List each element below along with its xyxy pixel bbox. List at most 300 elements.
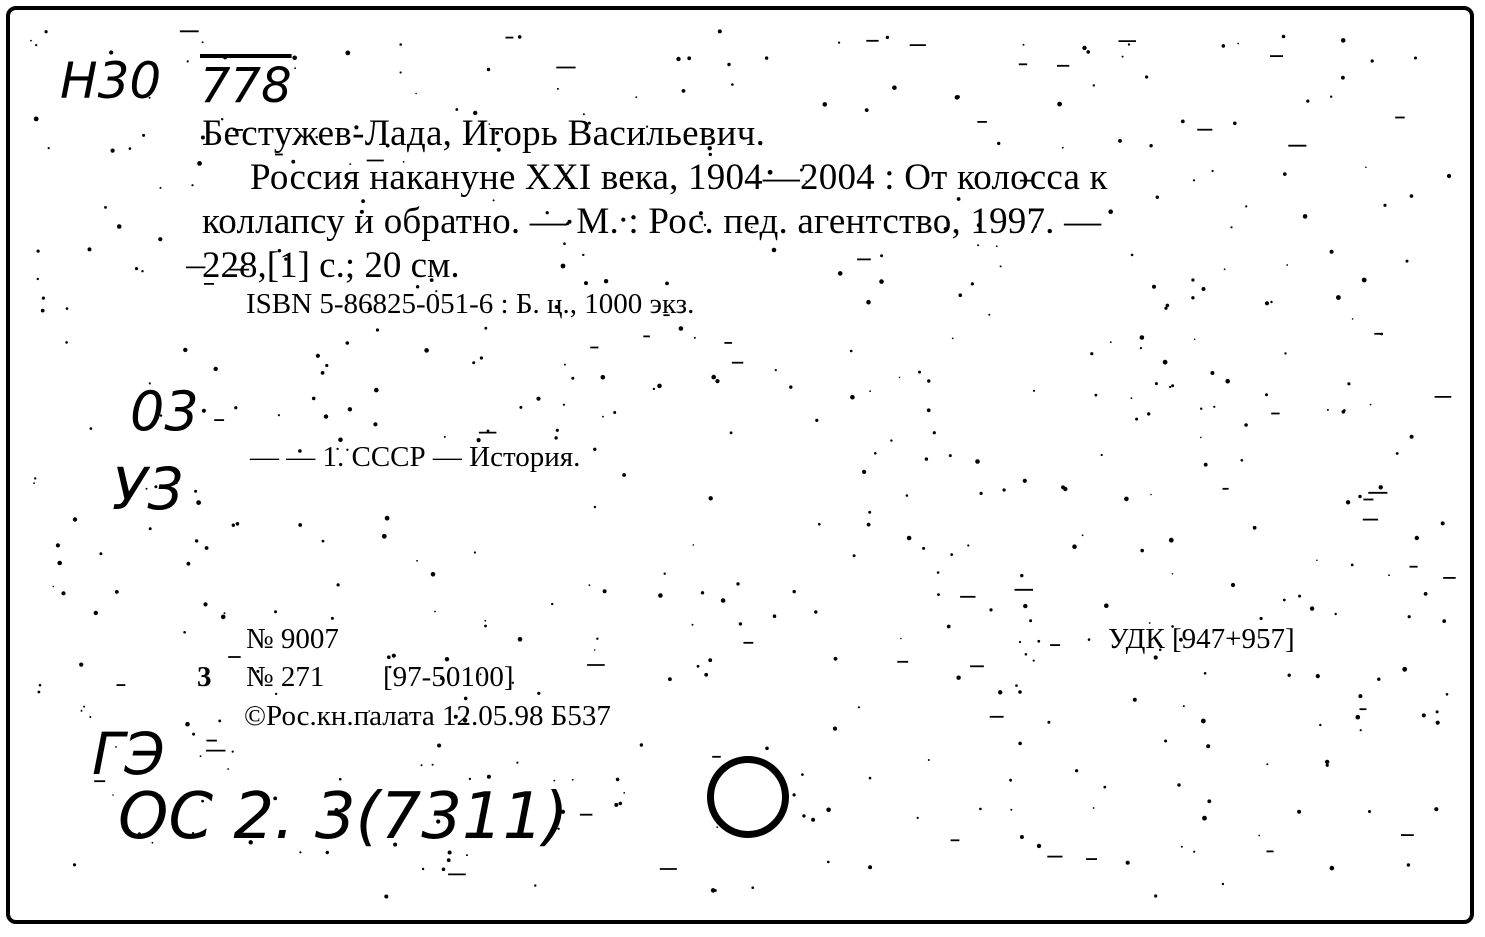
- speckle: [197, 161, 202, 166]
- speckle: [1181, 120, 1185, 124]
- speckle: [373, 422, 377, 426]
- speckle: [818, 523, 821, 526]
- speckle: [45, 30, 48, 33]
- speckle: [1131, 397, 1133, 399]
- speckle: [518, 637, 523, 642]
- speckle: [537, 692, 540, 695]
- speckle: [1410, 435, 1414, 439]
- speckle: [1406, 260, 1409, 263]
- speckle: [998, 690, 1002, 694]
- speckle: [1306, 100, 1309, 103]
- speckle: [793, 590, 796, 593]
- speckle: [739, 622, 742, 625]
- speckle: [711, 375, 716, 380]
- speckle: [1009, 779, 1012, 782]
- speckle: [1241, 459, 1244, 462]
- speckle: [94, 611, 98, 615]
- speckle: [899, 377, 901, 379]
- speckle: [432, 764, 434, 766]
- speckle: [81, 710, 83, 712]
- speckle: [892, 85, 897, 90]
- speckle: [584, 281, 588, 285]
- speckle: [967, 544, 969, 546]
- speckle: [1047, 721, 1050, 724]
- speckle: [687, 56, 691, 60]
- speckle: [1377, 678, 1380, 681]
- speckle: [1244, 423, 1248, 427]
- speckle: [1149, 144, 1152, 147]
- speckle: [321, 371, 325, 375]
- speckle: [431, 572, 436, 577]
- speckle: [322, 540, 325, 543]
- speckle: [718, 29, 722, 33]
- speckle: [572, 779, 574, 781]
- title-line-1: Россия накануне XXI века, 1904—2004 : От колосса к: [250, 157, 1108, 198]
- speckle: [1124, 497, 1129, 502]
- speckle: [635, 96, 637, 98]
- speckle: [41, 309, 45, 313]
- speckle: [447, 858, 451, 862]
- speckle: [715, 379, 719, 383]
- speckle: [232, 751, 234, 753]
- speckle: [83, 706, 85, 708]
- speckle: [422, 868, 424, 870]
- speckle: [727, 63, 730, 66]
- speckle: [927, 379, 930, 382]
- speckle: [1191, 296, 1194, 299]
- speckle: [1122, 56, 1124, 58]
- speckle: [1075, 769, 1078, 772]
- speckle: [1103, 786, 1106, 789]
- speckle: [1193, 851, 1195, 853]
- speckle: [971, 282, 974, 285]
- speckle: [900, 638, 902, 640]
- speckle: [866, 300, 871, 305]
- speckle: [933, 431, 936, 434]
- speckle: [928, 759, 930, 761]
- speckle: [1358, 495, 1361, 498]
- speckle: [187, 562, 191, 566]
- speckle: [1253, 526, 1257, 530]
- speckle: [867, 523, 871, 527]
- speckle: [619, 802, 623, 806]
- speckle: [1194, 339, 1196, 341]
- speckle: [1169, 538, 1174, 543]
- speckle: [956, 676, 960, 680]
- speckle: [487, 68, 490, 71]
- speckle: [980, 492, 983, 495]
- speckle: [519, 406, 522, 409]
- speckle: [1347, 382, 1350, 385]
- speckle: [236, 522, 240, 526]
- speckle: [996, 245, 998, 247]
- speckle: [1368, 810, 1371, 813]
- speckle: [827, 861, 830, 864]
- speckle: [773, 614, 777, 618]
- speckle: [294, 67, 296, 69]
- speckle: [1018, 742, 1022, 746]
- speckle: [1126, 861, 1130, 865]
- speckle: [554, 436, 557, 439]
- speckle: [1283, 172, 1287, 176]
- speckle: [1108, 209, 1113, 214]
- speckle: [38, 691, 41, 694]
- speckle: [1025, 653, 1028, 656]
- speckle: [73, 517, 77, 521]
- speckle: [868, 511, 871, 514]
- speckle: [1166, 304, 1170, 308]
- speckle: [1230, 226, 1232, 228]
- speckle: [416, 560, 418, 562]
- speckle: [1169, 386, 1171, 388]
- speckle: [1093, 807, 1095, 809]
- speckle: [1282, 35, 1286, 39]
- speckle: [1326, 764, 1329, 767]
- speckle: [187, 60, 189, 62]
- speckle: [90, 427, 93, 430]
- speckle: [142, 134, 145, 137]
- speckle: [218, 720, 221, 723]
- speckle: [918, 371, 921, 374]
- speckle: [1020, 574, 1023, 577]
- speckle: [1023, 44, 1025, 46]
- speckle: [551, 603, 553, 605]
- speckle: [704, 673, 708, 677]
- speckle: [1063, 487, 1067, 491]
- speckle: [1093, 84, 1095, 86]
- card-punch-hole: [707, 756, 789, 838]
- speckle: [937, 593, 940, 596]
- speckle: [1341, 38, 1346, 43]
- speckle: [979, 808, 982, 811]
- speckle: [676, 57, 680, 61]
- speckle: [802, 814, 805, 817]
- speckle: [117, 224, 122, 229]
- speckle: [622, 473, 626, 477]
- speckle: [1351, 564, 1354, 567]
- speckle: [596, 638, 598, 640]
- speckle: [1360, 729, 1362, 731]
- speckle: [1163, 360, 1168, 365]
- speckle: [890, 439, 892, 441]
- speckle: [1284, 352, 1286, 354]
- speckle: [348, 407, 352, 411]
- speckle: [1090, 352, 1093, 355]
- speckle: [1266, 763, 1268, 765]
- speckle: [858, 706, 860, 708]
- speckle: [657, 384, 662, 389]
- speckle: [316, 354, 320, 358]
- speckle: [278, 414, 280, 416]
- speckle: [1297, 810, 1301, 814]
- speckle: [466, 854, 468, 856]
- speckle: [224, 612, 226, 614]
- speckle: [421, 764, 423, 766]
- speckle: [604, 279, 608, 283]
- speckle: [1402, 667, 1407, 672]
- speckle: [594, 649, 596, 651]
- speckle: [988, 314, 990, 316]
- speckle: [65, 341, 68, 344]
- speckle: [1156, 196, 1159, 199]
- title-line-3: 228,[1] с.; 20 см.: [202, 245, 460, 286]
- speckle: [1260, 617, 1263, 620]
- handwritten-call-number-2: 778: [200, 58, 292, 114]
- speckle: [616, 778, 620, 782]
- handwritten-call-number: Н30: [60, 52, 162, 110]
- speckle: [227, 768, 229, 770]
- speckle: [1140, 347, 1142, 349]
- speckle: [374, 388, 379, 393]
- speckle: [160, 187, 162, 189]
- speckle: [708, 658, 712, 662]
- speckle: [1200, 437, 1202, 439]
- speckle: [141, 270, 143, 272]
- speckle: [653, 388, 655, 390]
- speckle: [716, 826, 718, 828]
- speckle: [1358, 694, 1362, 698]
- speckle: [104, 206, 107, 209]
- speckle: [1033, 390, 1035, 392]
- speckle: [129, 147, 132, 150]
- speckle: [1346, 500, 1350, 504]
- speckle: [89, 716, 91, 718]
- speckle: [1436, 721, 1440, 725]
- speckle: [385, 516, 390, 521]
- speckle: [869, 390, 871, 392]
- speckle: [57, 561, 62, 566]
- speckle: [484, 620, 486, 622]
- speckle: [1447, 174, 1451, 178]
- speckle: [679, 326, 684, 331]
- speckle: [874, 452, 877, 455]
- speckle: [1330, 866, 1335, 871]
- speckle: [1316, 674, 1320, 678]
- speckle: [614, 803, 618, 807]
- speckle: [668, 677, 672, 681]
- speckle: [192, 733, 195, 736]
- speckle: [701, 591, 704, 594]
- speckle: [158, 237, 162, 241]
- speckle: [1388, 574, 1390, 576]
- speckle: [1436, 710, 1439, 713]
- speckle: [194, 490, 197, 493]
- speckle: [337, 583, 340, 586]
- speckle: [1207, 799, 1211, 803]
- speckle: [1222, 44, 1226, 48]
- speckle: [191, 184, 193, 186]
- speckle: [693, 544, 695, 546]
- handwritten-mark-oc: ОС 2. 3(7311): [118, 780, 569, 854]
- speckle: [384, 895, 388, 899]
- speckle: [149, 527, 152, 530]
- speckle: [1037, 844, 1041, 848]
- speckle: [99, 552, 102, 555]
- speckle: [480, 356, 483, 359]
- speckle: [1206, 744, 1210, 748]
- speckle: [1086, 50, 1090, 54]
- speckle: [195, 539, 198, 542]
- speckle: [709, 496, 713, 500]
- speckle: [115, 590, 119, 594]
- speckle: [34, 477, 36, 479]
- speckle: [437, 744, 441, 748]
- speckle: [1095, 394, 1098, 397]
- speckle: [298, 523, 302, 527]
- speckle: [1062, 147, 1064, 149]
- speckle: [561, 264, 566, 269]
- speckle: [399, 43, 402, 46]
- speckle: [487, 775, 491, 779]
- speckle: [714, 889, 717, 892]
- speckle: [977, 244, 979, 246]
- speckle: [376, 328, 379, 331]
- speckle: [1171, 384, 1174, 387]
- speckle: [536, 397, 540, 401]
- speckle: [730, 431, 733, 434]
- speckle: [594, 506, 596, 508]
- speckle: [959, 293, 963, 297]
- speckle: [823, 102, 828, 107]
- speckle: [234, 406, 237, 409]
- speckle: [183, 348, 187, 352]
- subject-line: — — 1. СССР — История.: [250, 441, 581, 473]
- speckle: [1155, 382, 1158, 385]
- speckle: [793, 793, 796, 796]
- speckle: [1172, 573, 1174, 575]
- speckle: [1341, 76, 1345, 80]
- copy-marker: 3: [197, 661, 212, 693]
- speckle: [1330, 96, 1332, 98]
- speckle: [1310, 606, 1314, 610]
- speckle: [1057, 102, 1062, 107]
- speckle: [1010, 809, 1012, 811]
- speckle: [613, 411, 616, 414]
- speckle: [937, 571, 940, 574]
- speckle: [862, 470, 866, 474]
- speckle: [30, 40, 32, 42]
- speckle: [1365, 167, 1367, 169]
- code: [97-50100]: [383, 661, 514, 693]
- speckle: [1213, 406, 1215, 408]
- speckle: [42, 297, 45, 300]
- speckle: [1327, 409, 1329, 411]
- speckle: [202, 409, 206, 413]
- speckle: [736, 582, 739, 585]
- speckle: [1422, 713, 1426, 717]
- speckle: [1154, 894, 1157, 897]
- speckle: [1286, 264, 1288, 266]
- speckle: [185, 722, 190, 727]
- speckle: [765, 747, 769, 751]
- speckle: [1407, 863, 1410, 866]
- speckle: [563, 404, 565, 406]
- speckle: [1237, 43, 1239, 45]
- speckle: [484, 327, 487, 330]
- speckle: [1023, 604, 1027, 608]
- speckle: [392, 654, 396, 658]
- speckle: [1088, 638, 1091, 641]
- speckle: [682, 89, 686, 93]
- speckle: [556, 429, 559, 432]
- speckle: [1408, 615, 1411, 618]
- speckle: [516, 762, 518, 764]
- speckle: [1298, 595, 1301, 598]
- speckle: [833, 727, 837, 731]
- speckle: [1033, 660, 1035, 662]
- speckle: [1362, 278, 1367, 283]
- speckle: [1082, 46, 1086, 50]
- speckle: [853, 554, 856, 557]
- handwritten-mark-03: 03: [130, 380, 199, 443]
- speckle: [1003, 488, 1006, 491]
- speckle: [484, 625, 487, 628]
- speckle: [35, 44, 37, 46]
- speckle: [1110, 341, 1112, 343]
- speckle: [79, 663, 83, 667]
- speckle: [1410, 194, 1414, 198]
- speckle: [1258, 835, 1260, 837]
- speckle: [886, 36, 889, 39]
- speckle: [135, 267, 138, 270]
- speckle: [1202, 816, 1207, 821]
- speckle: [1101, 454, 1103, 456]
- speckle: [1204, 463, 1208, 467]
- speckle: [331, 617, 334, 620]
- speckle: [1370, 404, 1372, 406]
- speckle: [1193, 179, 1195, 181]
- speckle: [183, 631, 186, 634]
- speckle: [1181, 846, 1183, 848]
- speckle: [826, 808, 831, 813]
- speckle: [1288, 674, 1291, 677]
- number-9007: № 9007: [246, 623, 339, 655]
- speckle: [1356, 715, 1361, 720]
- speckle: [1204, 672, 1207, 675]
- speckle: [601, 375, 606, 380]
- speckle: [56, 543, 60, 547]
- speckle: [1225, 379, 1230, 384]
- speckle: [947, 625, 951, 629]
- speckle: [1424, 592, 1428, 596]
- speckle: [879, 279, 884, 284]
- speckle: [850, 350, 853, 353]
- speckle: [202, 41, 204, 43]
- speckle: [1082, 534, 1084, 536]
- speckle: [1383, 204, 1386, 207]
- speckle: [1019, 641, 1021, 643]
- speckle: [564, 364, 566, 366]
- speckle: [472, 361, 475, 364]
- speckle: [111, 149, 115, 153]
- speckle: [518, 35, 522, 39]
- speckle: [1270, 301, 1272, 303]
- speckle: [61, 591, 65, 595]
- speckle: [1023, 479, 1027, 483]
- speckle: [1330, 250, 1334, 254]
- number-271: № 271: [246, 661, 325, 693]
- speckle: [868, 865, 872, 869]
- speckle: [721, 598, 726, 603]
- speckle: [1335, 613, 1337, 615]
- speckle: [1371, 59, 1374, 62]
- speckle: [593, 448, 596, 451]
- speckle: [814, 610, 817, 613]
- speckle: [697, 665, 700, 668]
- speckle: [789, 385, 792, 388]
- speckle: [917, 817, 919, 819]
- speckle: [325, 364, 328, 367]
